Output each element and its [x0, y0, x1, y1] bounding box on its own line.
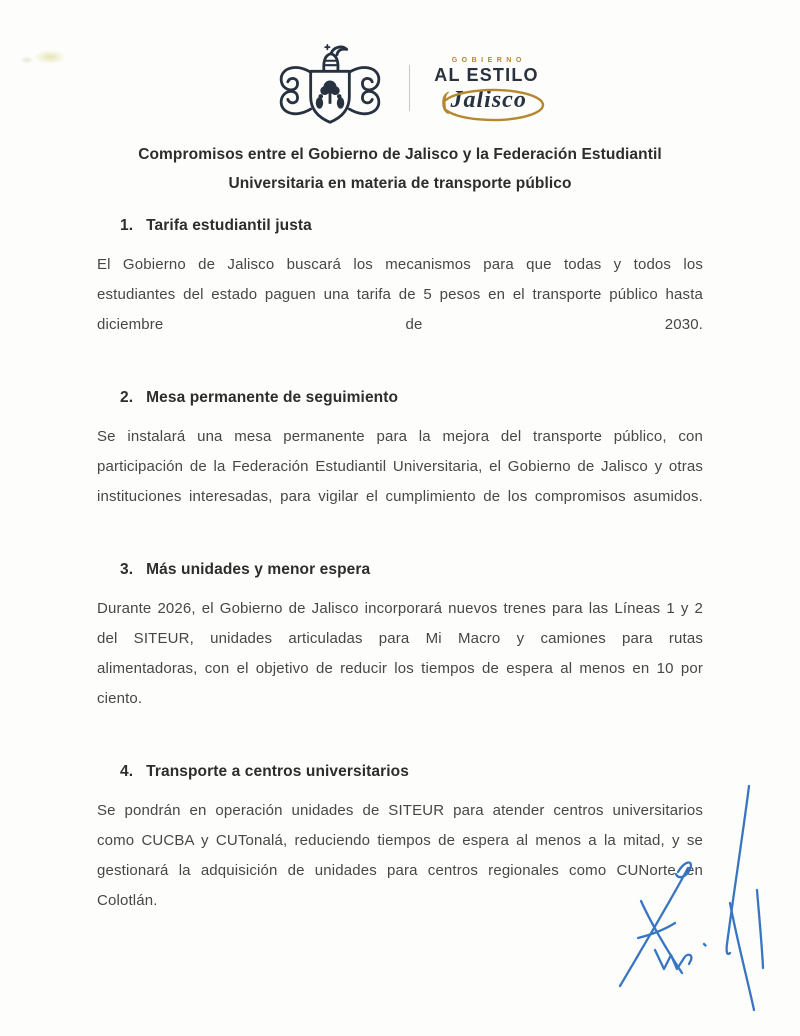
section-3-number: 3.: [120, 561, 134, 578]
section-3: [97, 560, 703, 744]
section-4-paragraph: Se pondrán en operación unidades de SITEUR para atender centros universitarios como CUCBA y CUTonalá, reduciendo tiempos de espera al menos a la mitad, y se gestionará la adquisición de unidades para centros regionales como CUNorte en Colotlán.: [97, 802, 703, 909]
section-4-title: Transporte a centros universitarios: [146, 763, 409, 780]
jalisco-coat-of-arms-icon: [272, 44, 388, 132]
brand-al-estilo-text: AL ESTILO: [434, 65, 539, 85]
document-title: [97, 140, 703, 198]
title-line-1: Compromisos entre el Gobierno de Jalisco y la Federación Estudiantil: [138, 146, 662, 163]
scan-smudge-artifact: [20, 56, 34, 64]
brand-wordmark: [431, 57, 542, 119]
section-2-heading: [120, 388, 703, 408]
brand-gobierno-text: GOBIERNO: [451, 57, 526, 64]
section-4: [97, 762, 703, 946]
logo-divider: [409, 65, 410, 111]
section-4-number: 4.: [120, 763, 134, 780]
section-3-heading: [120, 560, 703, 580]
section-1-number: 1.: [120, 217, 134, 234]
jalisco-open-paren: (: [441, 88, 450, 115]
section-1-heading: [120, 216, 703, 236]
brand-jalisco-lockup: [431, 86, 542, 119]
section-1-paragraph: El Gobierno de Jalisco buscará los mecanismos para que todas y todos los estudiantes del estado paguen una tarifa de 5 pesos en el transporte público hasta diciembre de 2030.: [97, 256, 703, 333]
section-1: [97, 216, 703, 370]
section-2: [97, 388, 703, 542]
section-2-title: Mesa permanente de seguimiento: [146, 389, 399, 406]
logo-header: [14, 0, 800, 132]
section-2-number: 2.: [120, 389, 134, 406]
section-4-heading: [120, 762, 703, 782]
jalisco-oval-swash-icon: [431, 86, 549, 124]
section-1-title: Tarifa estudiantil justa: [146, 217, 312, 234]
title-line-2: Universitaria en materia de transporte público: [228, 175, 572, 192]
document-body: [97, 140, 703, 946]
section-2-paragraph: Se instalará una mesa permanente para la mejora del transporte público, con participación de la Federación Estudiantil Universitaria, el Gobierno de Jalisco y otras instituciones interesadas, para vigilar el cumplimiento de los compromisos asumidos.: [97, 428, 703, 505]
section-3-title: Más unidades y menor espera: [146, 561, 371, 578]
section-3-paragraph: Durante 2026, el Gobierno de Jalisco incorporará nuevos trenes para las Líneas 1 y 2 del SITEUR, unidades articuladas para Mi Macro y camiones para rutas alimentadoras, con el objetivo de reducir los tiempos de espera al menos en 10 por ciento.: [97, 600, 703, 707]
jalisco-word: Jalisco: [450, 87, 527, 113]
scan-smudge-artifact: [34, 50, 66, 64]
